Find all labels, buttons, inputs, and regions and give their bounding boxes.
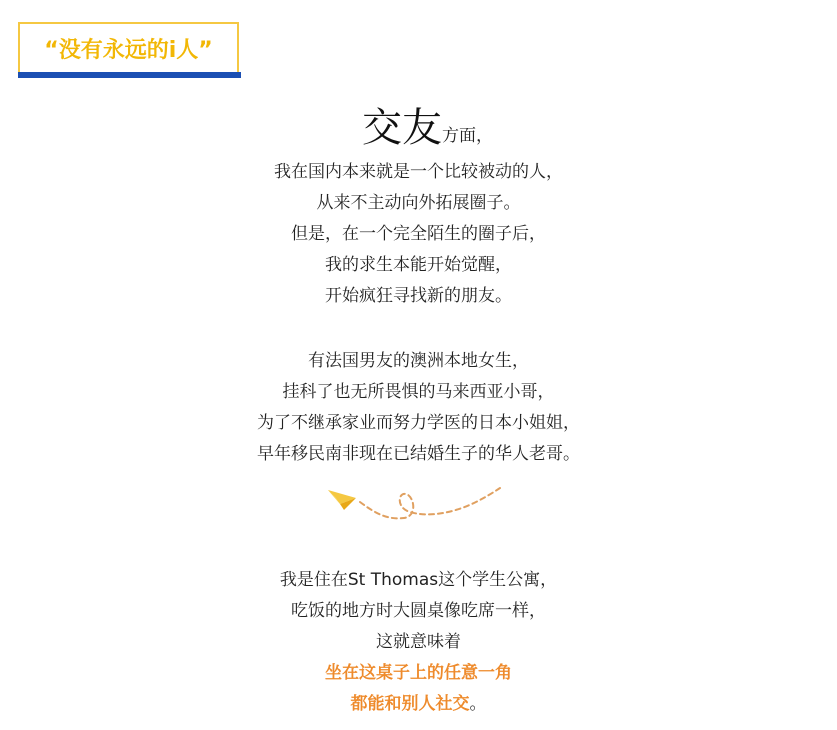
paragraph-line: 从来不主动向外拓展圈子。 [316,193,521,213]
section-tag-underline [18,72,241,78]
paragraph-1 [0,157,837,312]
paragraph-line: 有法国男友的澳洲本地女生， [308,351,529,371]
paragraph-line: 早年移民南非现在已结婚生子的华人老哥。 [257,444,580,464]
paragraph-2 [0,346,837,470]
section-tag [18,22,239,72]
paragraph-line: 为了不继承家业而努力学医的日本小姐姐， [257,413,580,433]
paragraph-line: 这就意味着 [376,632,461,652]
section-tag-text: “没有永远的i人” [44,38,213,63]
heading-big-word: 交友 [362,105,442,151]
heading [0,96,837,153]
paragraph-line: 但是，在一个完全陌生的圈子后， [291,224,546,244]
highlight-line-2-tail: 。 [469,694,487,714]
heading-small-word: 方面， [442,126,493,146]
paragraph-3 [0,565,837,720]
paragraph-line: 开始疯狂寻找新的朋友。 [325,286,512,306]
paper-plane-icon [326,482,506,528]
highlight-line-2-text: 都能和别人社交 [350,694,470,714]
highlight-line-2 [0,689,837,720]
highlight-line-1: 坐在这桌子上的任意一角 [325,663,512,683]
paragraph-line: 我的求生本能开始觉醒， [325,255,512,275]
paragraph-line: 我是住在St Thomas这个学生公寓， [279,570,558,590]
paragraph-line: 我在国内本来就是一个比较被动的人， [274,162,563,182]
paragraph-line: 挂科了也无所畏惧的马来西亚小哥， [282,382,555,402]
paragraph-line: 吃饭的地方时大圆桌像吃席一样， [291,601,546,621]
